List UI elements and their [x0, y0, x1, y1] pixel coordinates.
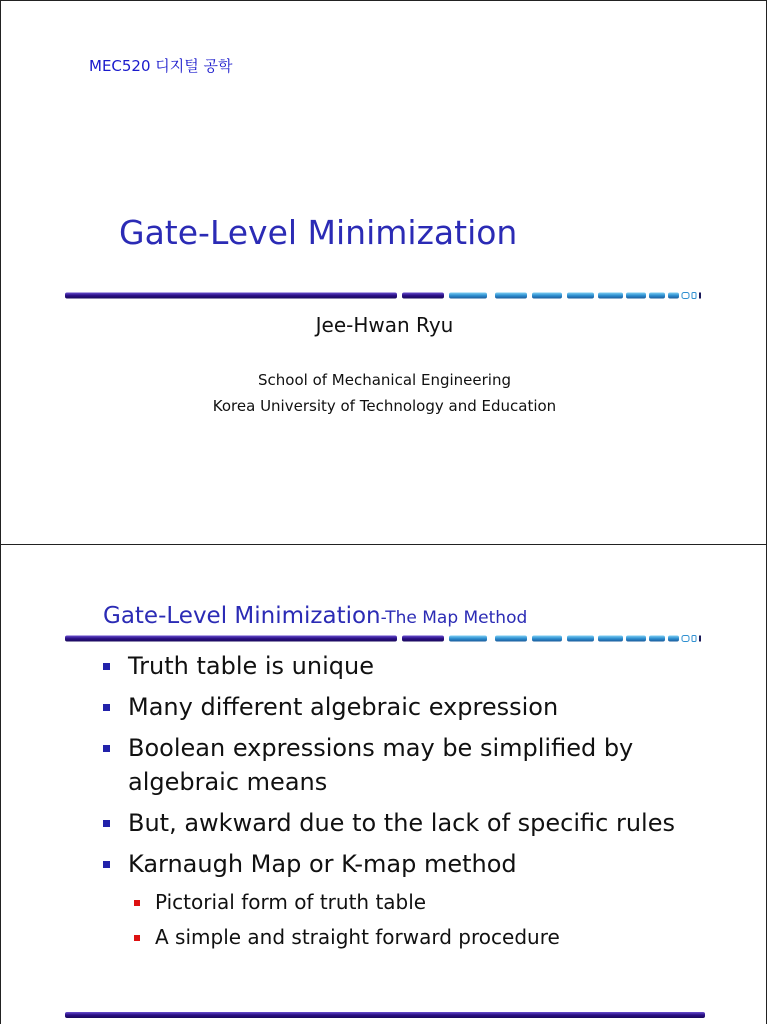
slide-title-sub: -The Map Method: [380, 608, 528, 628]
sub-list-item: A simple and straight forward procedure: [101, 923, 701, 951]
course-label: MEC520 디지털 공학: [89, 57, 233, 75]
square-bullet-icon: [103, 820, 110, 827]
list-item: But, awkward due to the lack of specific rules: [101, 806, 701, 840]
list-item: Truth table is unique: [101, 649, 701, 683]
gradient-dash-bar: [65, 292, 705, 299]
content-slide: [0, 544, 767, 1024]
gradient-dash-bar: [65, 635, 705, 642]
square-bullet-icon: [103, 663, 110, 670]
list-item: Many different algebraic expression: [101, 690, 701, 724]
affiliation-school: School of Mechanical Engineering: [258, 371, 511, 389]
title-divider-bar: [65, 635, 705, 642]
square-bullet-icon: [134, 900, 140, 906]
affiliation-university: Korea University of Technology and Education: [212, 397, 557, 415]
footer-divider-bar: [65, 1012, 705, 1018]
square-bullet-icon: [103, 861, 110, 868]
page-title: Gate-Level Minimization: [119, 213, 518, 252]
slide-title: [103, 603, 527, 629]
square-bullet-icon: [103, 704, 110, 711]
square-bullet-icon: [103, 745, 110, 752]
sub-list-item: Pictorial form of truth table: [101, 888, 701, 916]
bullet-list: [101, 649, 701, 958]
title-divider-bar: [65, 292, 705, 299]
square-bullet-icon: [134, 935, 140, 941]
author-name: Jee-Hwan Ryu: [315, 313, 454, 337]
list-item: Boolean expressions may be simplified by algebraic means: [101, 731, 701, 799]
list-item: Karnaugh Map or K-map method: [101, 847, 701, 881]
slide-title-main: Gate-Level Minimization: [103, 603, 381, 629]
